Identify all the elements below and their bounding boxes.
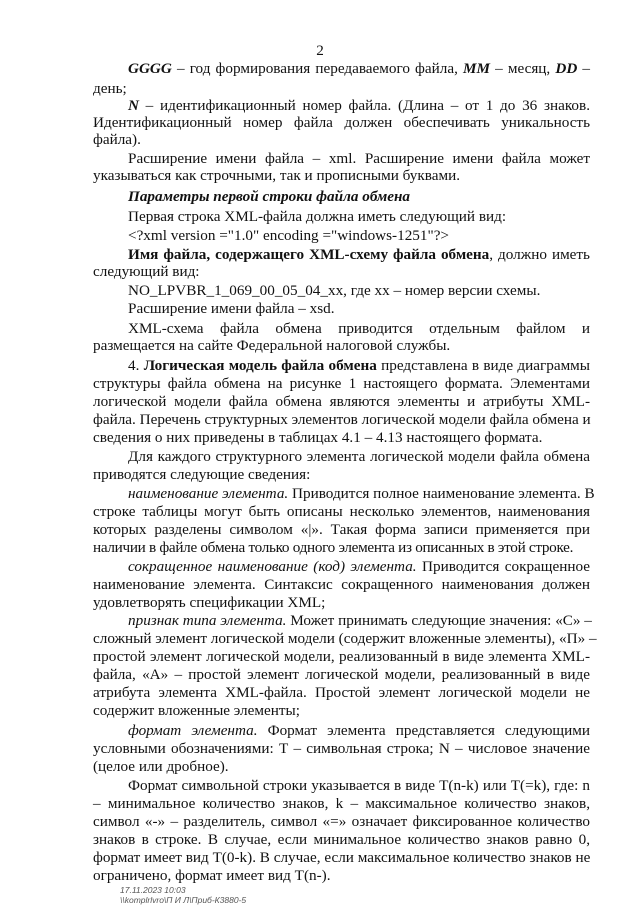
text-line: файла).: [93, 131, 141, 148]
text-line: признак типа элемента. Может принимать следующие значения: «С» –: [128, 612, 592, 629]
text-line: наличии в файле обмена только одного элемента из описанных в этой строке.: [93, 539, 574, 556]
text-line: условными обозначениями: Т – символьная строка; N – числовое значение: [93, 740, 590, 757]
text-line: – минимальное количество знаков, k – максимальное количество знаков,: [93, 795, 590, 812]
text-line: (целое или дробное).: [93, 758, 229, 775]
text-line: структуры файла обмена на рисунке 1 настоящего формата. Элементами: [93, 375, 590, 392]
text-line: содержит вложенные элементы;: [93, 702, 300, 719]
text-line: NO_LPVBR_1_069_00_05_04_xx, где xx – номер версии схемы.: [128, 282, 541, 299]
text-line: Расширение имени файла – xml. Расширение имени файла может: [128, 150, 590, 167]
text-line: приводятся следующие сведения:: [93, 466, 311, 483]
text-line: N – идентификационный номер файла. (Длина – от 1 до 36 знаков.: [128, 97, 590, 114]
footer-timestamp: 17.11.2023 10:03: [120, 885, 186, 895]
section-heading: Параметры первой строки файла обмена: [128, 188, 411, 205]
text-line: сокращенное наименование (код) элемента. Приводится сокращенное: [128, 558, 590, 575]
text-line: знаков в строке. В случае, если минимальное количество знаков равно 0,: [93, 831, 590, 848]
text-line: удовлетворять спецификации XML;: [93, 594, 326, 611]
text-line: строке таблицы могут быть описаны несколько элементов, наименования: [93, 503, 590, 520]
text-line: символ «-» – разделитель, символ «=» означает фиксированное количество: [93, 813, 590, 830]
text-line: XML-схема файла обмена приводится отдельным файлом и: [128, 320, 590, 337]
text-line: формат имеет вид T(0-k). В случае, если максимальное количество знаков не: [93, 849, 591, 866]
page-number: 2: [316, 42, 324, 59]
text-line: GGGG – год формирования передаваемого файла, MM – месяц, DD –: [128, 60, 591, 77]
text-line: сложный элемент логической модели (содержит вложенные элементы), «П» –: [93, 630, 597, 647]
text-line: ограничено, формат имеет вид T(n-).: [93, 867, 331, 884]
text-line: файла, «А» – простой элемент логической модели, реализованный в виде: [93, 666, 590, 683]
text-line: размещается на сайте Федеральной налоговой службы.: [93, 337, 451, 354]
text-line: Идентификационный номер файла должен обеспечивать уникальность: [93, 114, 590, 131]
text-line: наименование элемента. Синтаксис сокращенного наименования должен: [93, 576, 590, 593]
text-line: атрибута элемента XML-файла. Простой элемент логической модели не: [93, 684, 590, 701]
text-line: следующий вид:: [93, 263, 200, 280]
text-line: Для каждого структурного элемента логической модели файла обмена: [128, 448, 590, 465]
text-line: указываться как строчными, так и прописными буквами.: [93, 167, 461, 184]
text-line: Имя файла, содержащего XML-схему файла обмена, должно иметь: [128, 246, 590, 263]
text-line: простой элемент логической модели, реализованный в виде элемента XML-: [93, 648, 590, 665]
text-line: которых разделены символом «|». Такая форма записи применяется при: [93, 521, 590, 538]
text-line: Расширение имени файла – xsd.: [128, 300, 335, 317]
text-line: формат элемента. Формат элемента представляется следующими: [128, 722, 590, 739]
text-line: день;: [93, 80, 127, 97]
footer-path: \\komplrlvro\П И Л\Приб-К3880-5: [120, 895, 247, 905]
text-line: Первая строка XML-файла должна иметь следующий вид:: [128, 208, 507, 225]
text-line: Формат символьной строки указывается в виде T(n-k) или T(=k), где: n: [128, 777, 590, 794]
text-line: 4. Логическая модель файла обмена представлена в виде диаграммы: [128, 357, 590, 374]
text-line: файла. Перечень структурных элементов логической модели файла обмена и: [93, 411, 591, 428]
text-line: наименование элемента. Приводится полное наименование элемента. В: [128, 485, 595, 502]
xml-declaration: <?xml version ="1.0" encoding ="windows-1251"?>: [128, 227, 449, 244]
text-line: логической модели файла обмена являются элементы и атрибуты XML-: [93, 393, 590, 410]
text-line: сведения о них приведены в таблицах 4.1 – 4.13 настоящего формата.: [93, 429, 543, 446]
